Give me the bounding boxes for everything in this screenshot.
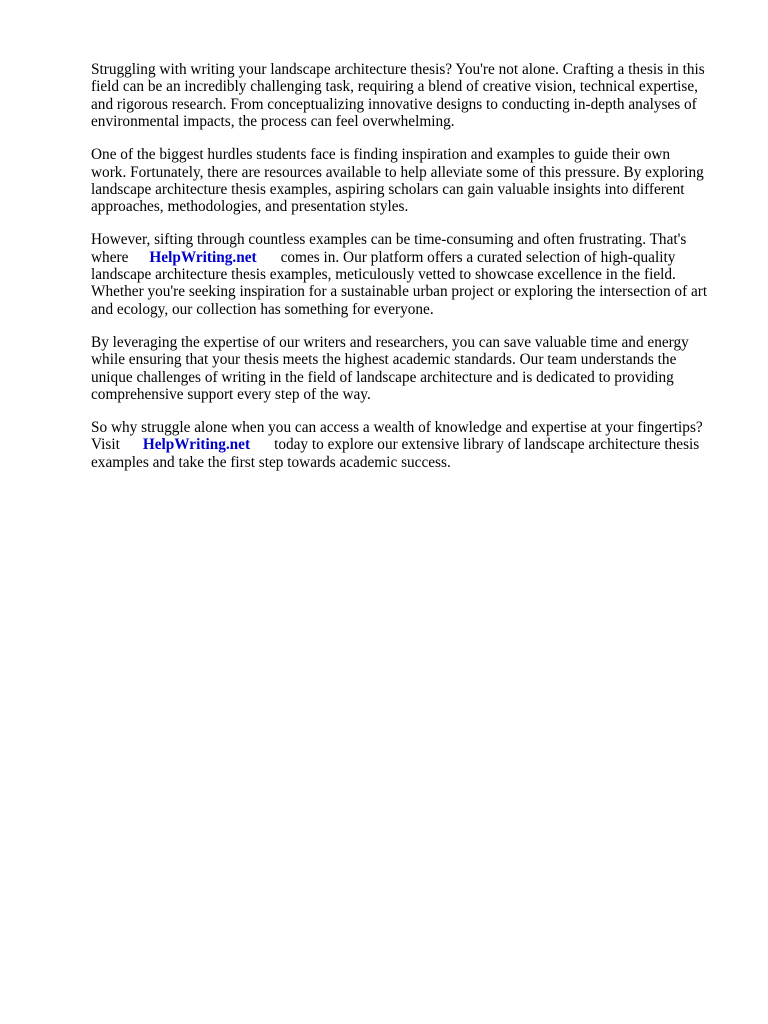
paragraph-call-to-action [91, 419, 731, 471]
text-line: examples and take the first step towards academic success. [91, 453, 451, 471]
paragraph-expertise [91, 334, 731, 404]
text-line: and ecology, our collection has something for everyone. [91, 300, 434, 318]
paragraph-intro [91, 61, 731, 131]
text-line: Struggling with writing your landscape architecture thesis? You're not alone. Crafting a thesis in this [91, 61, 705, 78]
helpwriting-link[interactable]: HelpWriting.net [142, 436, 251, 454]
text-line: landscape architecture thesis examples, meticulously vetted to showcase excellence in the field. [91, 266, 676, 284]
text-line: comprehensive support every step of the way. [91, 386, 371, 403]
text-line: Whether you're seeking inspiration for a sustainable urban project or exploring the intersection of art [91, 283, 708, 301]
text-line: while ensuring that your thesis meets the highest academic standards. Our team understands the [91, 351, 677, 369]
text-fragment: comes in. Our platform offers a curated selection of high-quality [280, 248, 676, 266]
text-line: work. Fortunately, there are resources available to help alleviate some of this pressure. By exploring [91, 163, 704, 181]
text-line: One of the biggest hurdles students face is finding inspiration and examples to guide their own [91, 146, 671, 164]
text-line: approaches, methodologies, and presentation styles. [91, 198, 409, 216]
text-line: landscape architecture thesis examples, aspiring scholars can gain valuable insights into different [91, 180, 685, 198]
text-line-with-link [91, 436, 731, 453]
text-line: unique challenges of writing in the field of landscape architecture and is dedicated to providing [91, 368, 674, 386]
text-fragment: today to explore our extensive library of landscape architecture thesis [274, 436, 700, 454]
text-fragment: where [91, 248, 129, 266]
text-line: However, sifting through countless examples can be time-consuming and often frustrating. That's [91, 231, 687, 249]
paragraph-hurdles [91, 146, 731, 216]
document-body [91, 61, 731, 487]
helpwriting-link[interactable]: HelpWriting.net [149, 248, 257, 266]
text-line: and rigorous research. From conceptualizing innovative designs to conducting in-depth analyses of [91, 95, 697, 113]
text-line: By leveraging the expertise of our writers and researchers, you can save valuable time and energy [91, 333, 689, 351]
text-line-with-link [91, 249, 731, 266]
paragraph-platform [91, 231, 731, 318]
text-line: So why struggle alone when you can access a wealth of knowledge and expertise at your fingertips? [91, 418, 703, 436]
text-line: environmental impacts, the process can feel overwhelming. [91, 113, 455, 131]
text-line: field can be an incredibly challenging task, requiring a blend of creative vision, technical expertise, [91, 78, 698, 96]
text-fragment: Visit [91, 436, 120, 454]
